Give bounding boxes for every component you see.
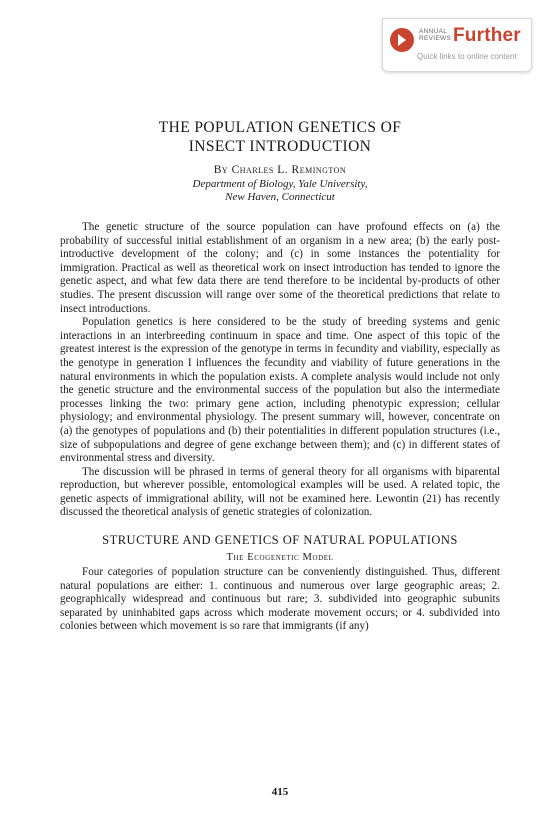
article-title: THE POPULATION GENETICS OF INSECT INTRODUCTION [158,119,402,155]
further-label: Further [453,25,521,46]
section-text [60,566,500,634]
intro-text [60,221,500,520]
further-badge[interactable] [382,18,532,72]
subsection-heading: The Ecogenetic Model [226,552,334,564]
section-heading: STRUCTURE AND GENETICS OF NATURAL POPULATIONS [102,533,458,548]
paragraph: Population genetics is here considered to be the study of breeding systems and genic interactions in an interbreeding continuum in space and time. One aspect of this topic of the greatest interest is the expression of the genotype in terms in fecundity and viability, especially as the genotype in generation I influences the fecundity and viability of future generations in the natural environments in which the population exists. A complete analysis would include not only the genetic structure and the environmental success of the population but also the intermediate processes linking the two: primary gene action, including phenotypic expression; cellular physiology; and environmental physiology. The present summary will, however, concentrate on (a) the genotypes of populations and (b) their potentialities in different population structures (i.e., size of subpopulations and degree of gene exchange between them); and (c) in different states of environmental stress and diversity. [60,316,500,465]
author-affiliation: Department of Biology, Yale University, New Haven, Connecticut [192,178,368,203]
author-byline: By Charles L. Remington [213,164,347,176]
paragraph: The genetic structure of the source population can have profound effects on (a) the probability of successful initial establishment of an organism in a new area; (b) the early post-introductive development of the colony; and (c) in some instances the potentiality for immigration. Practical as well as theoretical work on insect introduction has tended to ignore the genetic aspect, and what few data there are tend therefore to be incidental by-products of other studies. The present discussion will range over some of the theoretical predictions that relate to insect introductions. [60,221,500,315]
annual-reviews-label: ANNUAL REVIEWS [419,28,452,42]
annual-reviews-logo-icon [389,27,415,53]
page-number: 415 [271,786,289,798]
paragraph: Four categories of population structure can be conveniently distinguished. Thus, different natural populations are either: 1. continuous and numerous over large geographic areas; 2. geographically widespread and continuous but rare; 3. subdivided into geographic subunits separated by uninhabited gaps across which moderate movement occurs; or 4. subdivided into colonies between which movement is so rare that immigrants (if any) [60,566,500,633]
further-subtitle: Quick links to online content [417,52,517,61]
paragraph: The discussion will be phrased in terms of general theory for all organisms with biparental reproduction, but wherever possible, entomological examples will be used. A related topic, the genetic aspects of immigrational ability, will not be examined here. Lewontin (21) has recently discussed the theoretical analysis of genetic strategies of colonization. [60,465,500,519]
article [60,118,500,634]
